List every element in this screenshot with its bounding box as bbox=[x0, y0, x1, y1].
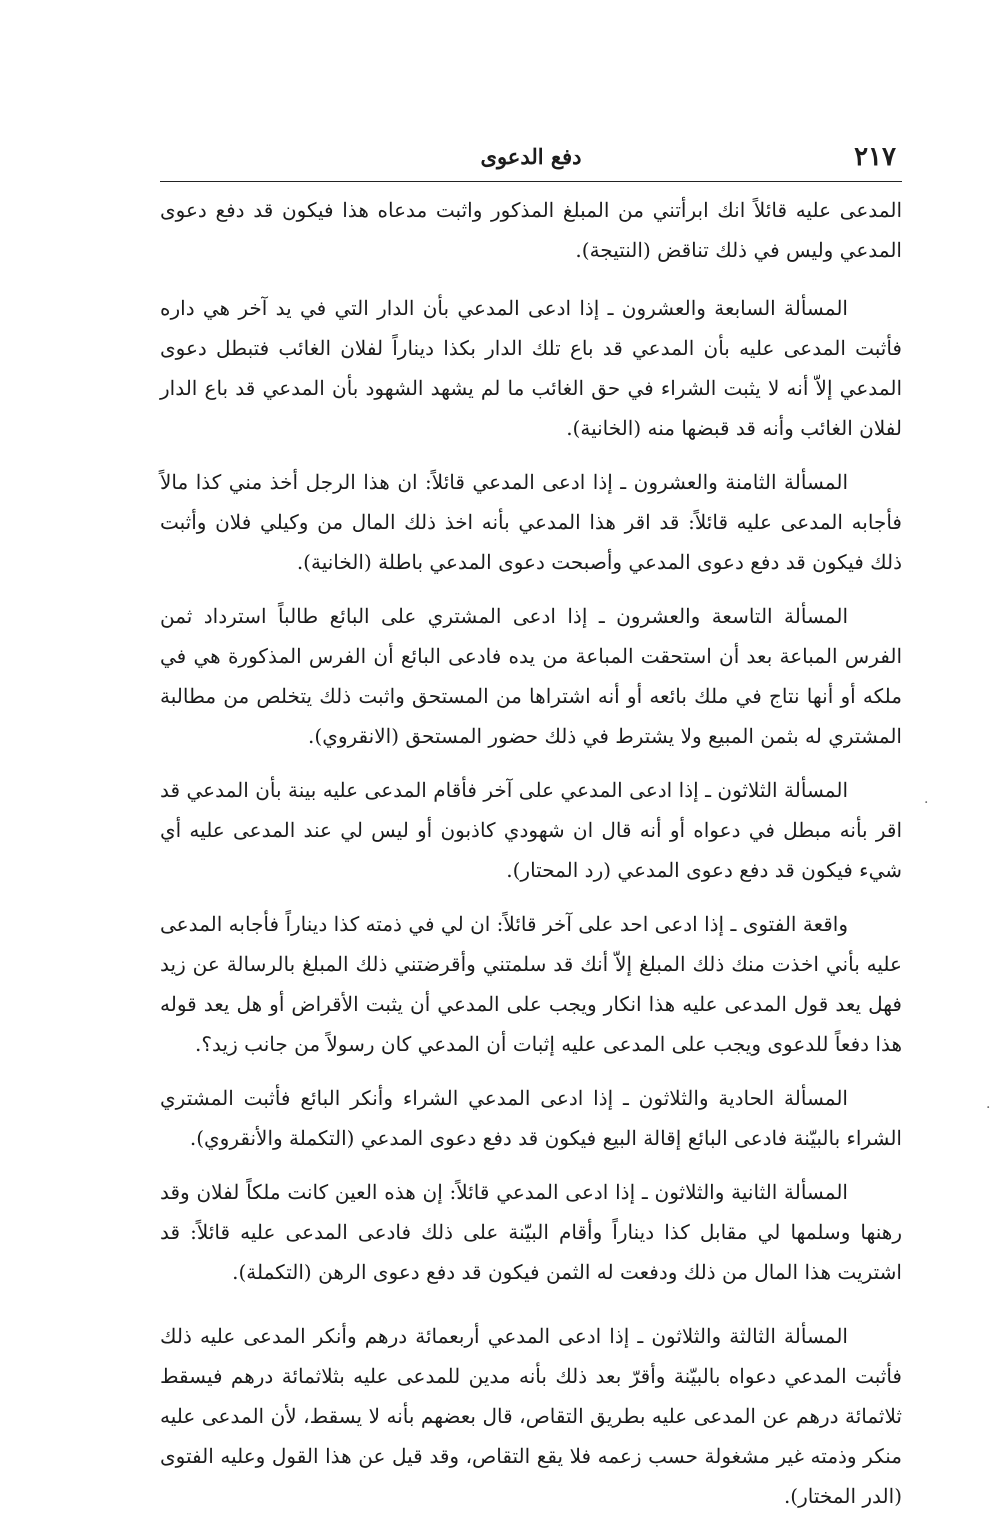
paragraph: المسألة الحادية والثلاثون ـ إذا ادعى المدعي الشراء وأنكر البائع فأثبت المشتري الشراء بالبيّنة فادعى البائع إقالة البيع فيكون قد دفع دعوى المدعي (التكملة والأنقروي). bbox=[160, 1086, 902, 1150]
body-text bbox=[160, 190, 902, 1516]
paragraph: المسألة السابعة والعشرون ـ إذا ادعى المدعي بأن الدار التي في يد آخر هي داره فأثبت المدعى عليه بأن المدعي قد باع تلك الدار بكذا ديناراً لفلان الغائب فتبطل دعوى المدعي إلاّ أنه لا يثبت الشراء في حق الغائب ما لم يشهد الشهود بأن المدعي قد باع الدار لفلان الغائب وأنه قد قبضها منه (الخانية). bbox=[160, 296, 903, 440]
paragraph: المسألة الثامنة والعشرون ـ إذا ادعى المدعي قائلاً: ان هذا الرجل أخذ مني كذا مالاً فأجابه المدعى عليه قائلاً: قد اقر هذا المدعي بأنه اخذ ذلك المال من وكيلي فلان وأثبت ذلك فيكون قد دفع دعوى المدعي وأصبحت دعوى المدعي باطلة (الخانية). bbox=[160, 470, 902, 574]
paragraph: المسألة الثالثة والثلاثون ـ إذا ادعى المدعي أربعمائة درهم وأنكر المدعى عليه ذلك فأثبت المدعي دعواه بالبيّنة وأقرّ بعد ذلك بأنه مدين للمدعى عليه بثلاثمائة درهم فيسقط ثلاثمائة درهم عن المدعى عليه بطريق التقاص، قال بعضهم بأنه لا يسقط، لأن المدعى عليه منكر وذمته غير مشغولة حسب زعمه فلا يقع التقاص، وقد قيل عن هذا القول وعليه الفتوى (الدر المختار). bbox=[160, 1324, 902, 1508]
paragraph: المسألة الثلاثون ـ إذا ادعى المدعي على آخر فأقام المدعى عليه بينة بأن المدعي قد اقر بأنه مبطل في دعواه أو أنه قال ان شهودي كاذبون أو ليس لي عند المدعى عليه أي شيء فيكون قد دفع دعوى المدعي (رد المحتار). bbox=[160, 778, 902, 882]
paragraph: المسألة الثانية والثلاثون ـ إذا ادعى المدعي قائلاً: إن هذه العين كانت ملكاً لفلان وقد رهنها وسلمها لي مقابل كذا ديناراً وأقام البيّنة على ذلك فادعى المدعى عليه قائلاً: قد اشتريت هذا المال من ذلك ودفعت له الثمن فيكون قد دفع دعوى الرهن (التكملة). bbox=[160, 1180, 902, 1284]
page-number: ٢١٧ bbox=[854, 142, 896, 172]
running-title: دفع الدعوى bbox=[480, 144, 582, 169]
margin-speck: · bbox=[924, 795, 929, 811]
paragraph: واقعة الفتوى ـ إذا ادعى احد على آخر قائلاً: ان لي في ذمته كذا ديناراً فأجابه المدعى عليه بأني اخذت منك ذلك المبلغ إلاّ أنك قد سلمتني وأقرضتني ذلك المبلغ بالرسالة عن زيد فهل يعد قول المدعى عليه هذا انكار ويجب على المدعي أن يثبت الأقراض أو هل يعد قوله هذا دفعاً للدعوى ويجب على المدعى عليه إثبات أن المدعي كان رسولاً من جانب زيد؟. bbox=[160, 912, 902, 1056]
header-rule bbox=[160, 181, 902, 182]
paragraph: المسألة التاسعة والعشرون ـ إذا ادعى المشتري على البائع طالباً استرداد ثمن الفرس المباعة بعد أن استحقت المباعة من يده فادعى البائع أن الفرس المذكورة هي في ملكه أو أنها نتاج في ملك بائعه أو أنه اشتراها من المستحق واثبت ذلك يتخلص من مطالبة المشتري له بثمن المبيع ولا يشترط في ذلك حضور المستحق (الانقروي). bbox=[160, 604, 902, 748]
page-header bbox=[160, 138, 902, 178]
paragraph: المدعى عليه قائلاً انك ابرأتني من المبلغ المذكور واثبت مدعاه هذا فيكون قد دفع دعوى المدعي وليس في ذلك تناقض (النتيجة). bbox=[160, 198, 902, 262]
margin-speck: · bbox=[986, 1100, 991, 1116]
